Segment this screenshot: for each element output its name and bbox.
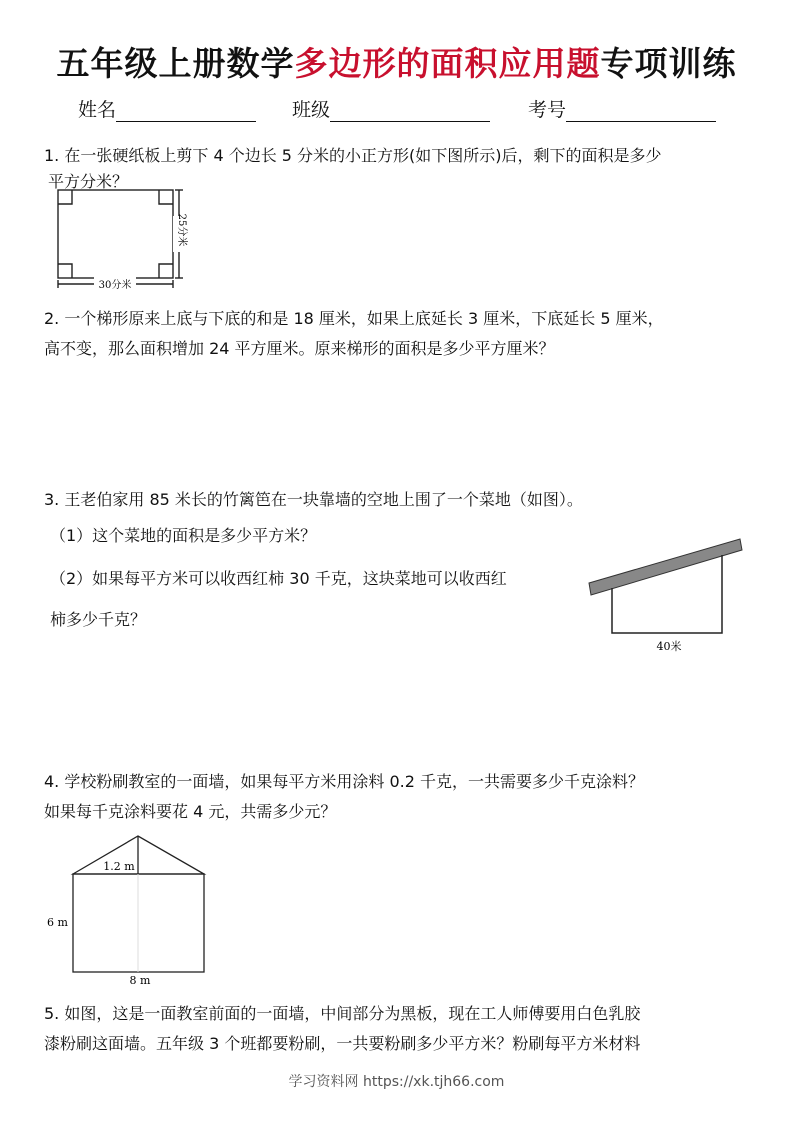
name-label: 姓名 [78,99,117,121]
question-4-line-1: 4. 学校粉刷教室的一面墙，如果每平方米用涂料 0.2 千克，一共需要多少千克涂料？ [44,772,644,791]
question-4-figure [40,830,220,990]
figure-4-height-label: 1.2 m [103,860,135,873]
question-2 [44,306,664,362]
title-part-2-highlight: 多边形的面积应用题 [294,44,601,83]
class-field[interactable] [292,95,490,122]
question-3 [44,487,583,513]
question-5 [44,1001,640,1057]
question-3-sub-2-cont: 柿多少千克？ [50,610,147,629]
question-2-line-1: 2. 一个梯形原来上底与下底的和是 18 厘米，如果上底延长 3 厘米，下底延长 5 厘米， [44,309,664,328]
class-blank[interactable] [330,101,490,122]
name-blank[interactable] [116,101,256,122]
question-2-line-2: 高不变，那么面积增加 24 平方厘米。原来梯形的面积是多少平方厘米？ [44,339,555,358]
figure-1-width-label: 30分米 [98,280,132,291]
question-4 [44,769,644,825]
figure-4-side-label: 6 m [47,916,68,929]
title-part-1: 五年级上册数学 [56,44,295,83]
name-field[interactable] [78,95,256,122]
question-3-line-1: 3. 王老伯家用 85 米长的竹篱笆在一块靠墙的空地上围了一个菜地（如图）。 [44,490,583,509]
figure-4-bottom-label: 8 m [129,974,151,987]
footer-watermark: 学习资料网 https://xk.tjh66.com [288,1074,505,1090]
question-3-figure [585,535,745,660]
number-field[interactable] [528,95,716,122]
question-5-line-2: 漆粉刷这面墙。五年级 3 个班都要粉刷，一共要粉刷多少平方米？粉刷每平方米材料 [44,1034,641,1053]
page-title [0,38,793,85]
question-1-line-1: 1. 在一张硬纸板上剪下 4 个边长 5 分米的小正方形(如下图所示)后，剩下的面积是多少 [44,146,662,165]
question-1-line-2: 平方分米？ [48,172,129,191]
number-label: 考号 [528,99,567,121]
class-label: 班级 [292,99,331,121]
question-4-line-2: 如果每千克涂料要花 4 元，共需多少元？ [44,802,337,821]
question-1-figure [50,186,190,292]
figure-3-base-label: 40米 [656,640,682,653]
title-part-3: 专项训练 [600,44,737,83]
question-3-sub-1: （1）这个菜地的面积是多少平方米？ [50,526,317,545]
question-5-line-1: 5. 如图，这是一面教室前面的一面墙，中间部分为黑板，现在工人师傅要用白色乳胶 [44,1004,641,1023]
number-blank[interactable] [566,101,716,122]
figure-1-height-label: 25分米 [176,213,187,247]
question-3-sub-2: （2）如果每平方米可以收西红柿 30 千克，这块菜地可以收西红 [50,569,507,588]
